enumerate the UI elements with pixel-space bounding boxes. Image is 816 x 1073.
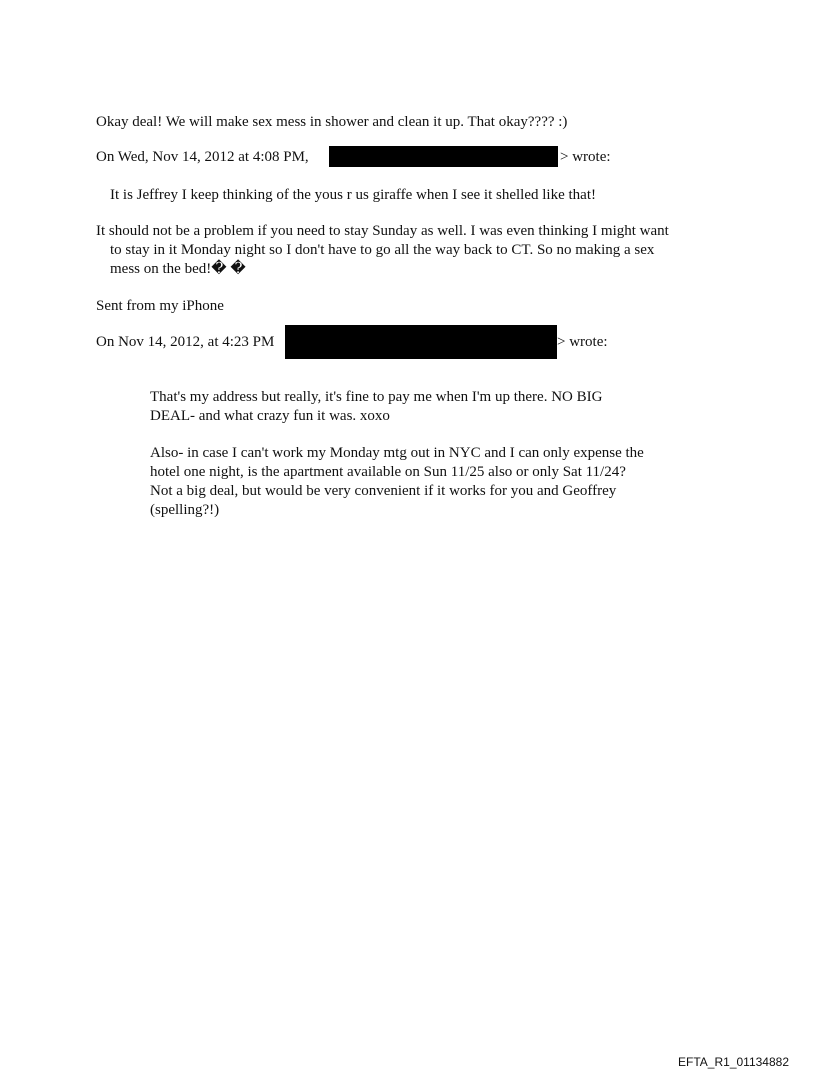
paragraph-line: It should not be a problem if you need to stay Sunday as well. I was even thinking I might want	[96, 223, 669, 239]
quoted-paragraph-line: (spelling?!)	[150, 502, 220, 518]
quote-header-2-suffix: > wrote:	[557, 334, 608, 350]
quote-header-1-suffix: > wrote:	[560, 149, 611, 165]
signature-line: Sent from my iPhone	[96, 298, 224, 314]
quoted-paragraph-line: Also- in case I can't work my Monday mtg out in NYC and I can only expense the	[150, 445, 644, 461]
email-reply-line: Okay deal! We will make sex mess in shower and clean it up. That okay???? :)	[96, 114, 568, 130]
quote-header-1: On Wed, Nov 14, 2012 at 4:08 PM,	[96, 149, 309, 165]
quoted-paragraph-line: Not a big deal, but would be very convenient if it works for you and Geoffrey	[150, 483, 617, 499]
paragraph-line: to stay in it Monday night so I don't have to go all the way back to CT. So no making a sex	[110, 242, 655, 258]
quoted-paragraph-line: hotel one night, is the apartment available on Sun 11/25 also or only Sat 11/24?	[150, 464, 626, 480]
quoted-line-1: It is Jeffrey I keep thinking of the yous r us giraffe when I see it shelled like that!	[110, 187, 596, 203]
paragraph-line: mess on the bed!� �	[110, 261, 246, 277]
redaction-block	[285, 325, 557, 359]
document-id: EFTA_R1_01134882	[678, 1055, 789, 1069]
quote-header-2: On Nov 14, 2012, at 4:23 PM	[96, 334, 275, 350]
redaction-block	[329, 146, 558, 167]
quoted-paragraph-line: That's my address but really, it's fine to pay me when I'm up there. NO BIG	[150, 389, 603, 405]
quoted-paragraph-line: DEAL- and what crazy fun it was. xoxo	[150, 408, 390, 424]
